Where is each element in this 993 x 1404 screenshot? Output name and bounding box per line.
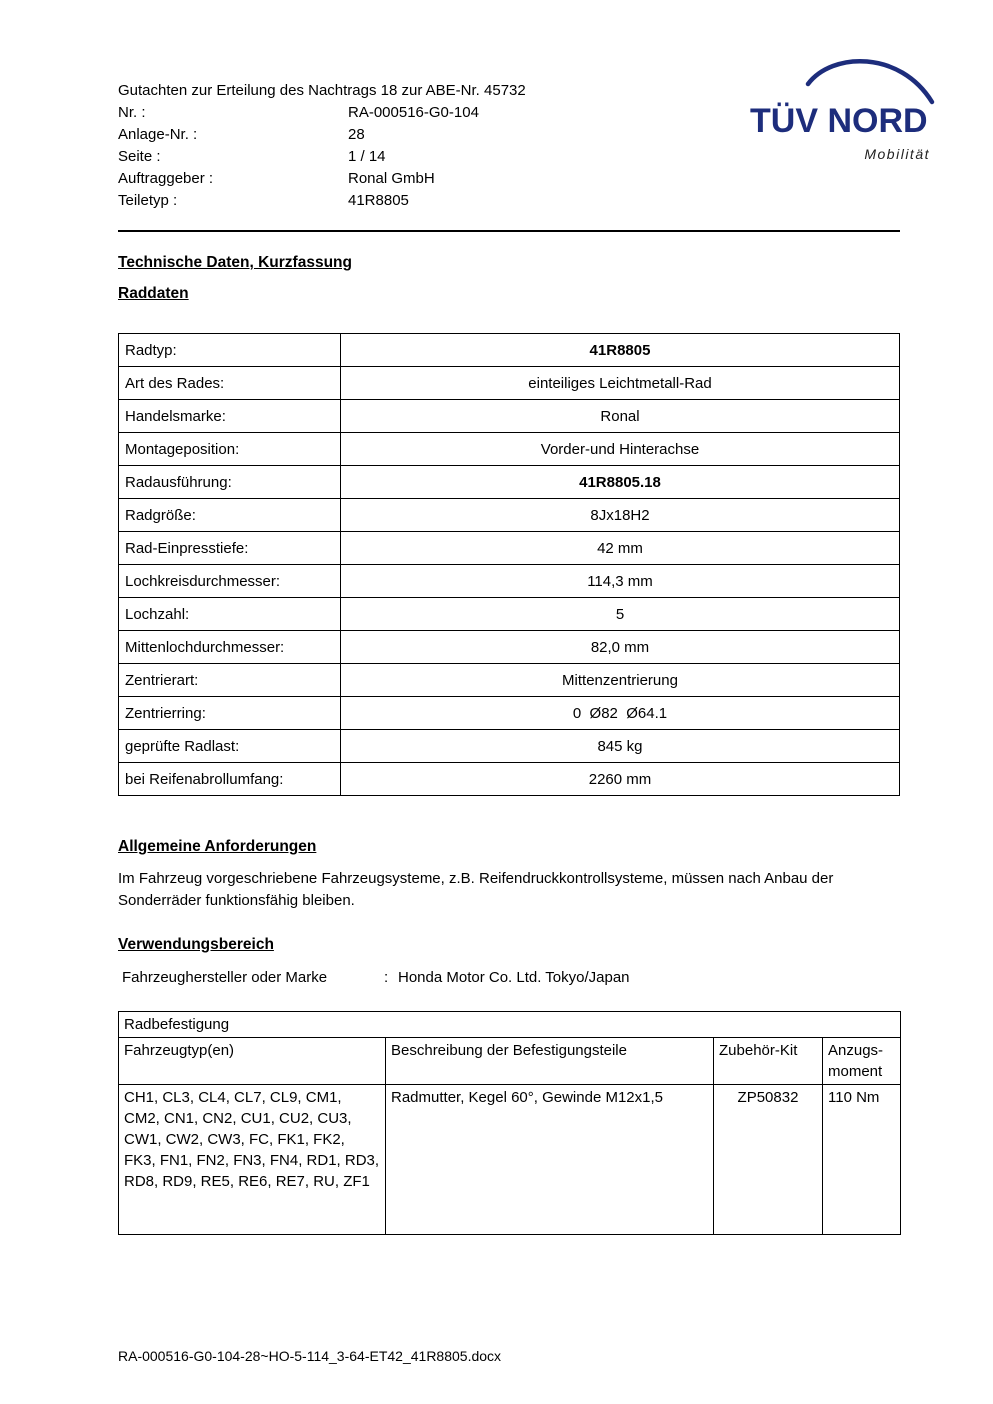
cell-value: 41R8805 <box>341 334 900 367</box>
allgemeine-anforderungen-text: Im Fahrzeug vorgeschriebene Fahrzeugsysteme, z.B. Reifendruckkontrollsysteme, müssen nach Anbau der Sonderräder funktionsfähig bleiben. <box>118 870 834 909</box>
table-title-row <box>119 1012 901 1038</box>
table-row <box>119 400 900 433</box>
cell-label: Zentrierart: <box>119 664 341 697</box>
cell-label: Radgröße: <box>119 499 341 532</box>
cell-value: Ronal <box>341 400 900 433</box>
cell-value: Vorder-und Hinterachse <box>341 433 900 466</box>
footer-filename: RA-000516-G0-104-28~HO-5-114_3-64-ET42_41R8805.docx <box>118 1348 502 1364</box>
cell-value: 8Jx18H2 <box>341 499 900 532</box>
header-field-value: 41R8805 <box>348 192 409 209</box>
table-row <box>119 697 900 730</box>
header-field-label: Teiletyp : <box>118 192 178 209</box>
column-header-zubehoer-kit: Zubehör-Kit <box>714 1038 823 1085</box>
column-header-fahrzeugtyp: Fahrzeugtyp(en) <box>119 1038 386 1085</box>
table-row <box>119 334 900 367</box>
cell-fahrzeugtypen: CH1, CL3, CL4, CL7, CL9, CM1, CM2, CN1, CN2, CU1, CU2, CU3, CW1, CW2, CW3, FC, FK1, FK2, FK3, FN1, FN2, FN3, FN4, RD1, RD3, RD8, RD9, RE5, RE6, RE7, RU, ZF1 <box>119 1085 386 1235</box>
table-row <box>119 631 900 664</box>
header-field-value: Ronal GmbH <box>348 170 435 187</box>
cell-value: 0 Ø82 Ø64.1 <box>341 697 900 730</box>
column-header-anzugsmoment: Anzugs-moment <box>823 1038 901 1085</box>
cell-anzugsmoment: 110 Nm <box>823 1085 901 1235</box>
fahrzeughersteller-value: Honda Motor Co. Ltd. Tokyo/Japan <box>398 969 630 986</box>
header-field-value: 1 / 14 <box>348 148 386 165</box>
table-row <box>119 367 900 400</box>
table-row <box>119 466 900 499</box>
table-row <box>119 532 900 565</box>
cell-label: geprüfte Radlast: <box>119 730 341 763</box>
cell-label: Radausführung: <box>119 466 341 499</box>
cell-label: Art des Rades: <box>119 367 341 400</box>
cell-zubehoer-kit: ZP50832 <box>714 1085 823 1235</box>
table-row <box>119 1085 901 1235</box>
header-divider <box>118 230 900 232</box>
table-header-row <box>119 1038 901 1085</box>
radbefestigung-table <box>118 1011 901 1235</box>
cell-label: Zentrierring: <box>119 697 341 730</box>
logo-graphic <box>748 50 948 150</box>
header-field-label: Anlage-Nr. : <box>118 126 198 143</box>
cell-value: 5 <box>341 598 900 631</box>
table-row <box>119 598 900 631</box>
cell-value: 845 kg <box>341 730 900 763</box>
section-heading-allgemeine-anforderungen: Allgemeine Anforderungen <box>118 838 317 855</box>
cell-label: Lochkreisdurchmesser: <box>119 565 341 598</box>
cell-value: Mittenzentrierung <box>341 664 900 697</box>
section-heading-verwendungsbereich: Verwendungsbereich <box>118 936 274 953</box>
cell-label: Lochzahl: <box>119 598 341 631</box>
cell-value: einteiliges Leichtmetall-Rad <box>341 367 900 400</box>
cell-label: Handelsmarke: <box>119 400 341 433</box>
header-field-label: Seite : <box>118 148 161 165</box>
fahrzeughersteller-separator: : <box>384 969 389 986</box>
section-heading-raddaten: Raddaten <box>118 285 189 302</box>
table-row <box>119 664 900 697</box>
table-row <box>119 565 900 598</box>
fahrzeughersteller-line <box>118 967 900 989</box>
cell-value: 2260 mm <box>341 763 900 796</box>
cell-value: 41R8805.18 <box>341 466 900 499</box>
header-field-label: Auftraggeber : <box>118 170 214 187</box>
cell-label: Rad-Einpresstiefe: <box>119 532 341 565</box>
tuv-nord-logo <box>748 50 948 162</box>
logo-swoosh-icon <box>808 61 932 102</box>
cell-value: 82,0 mm <box>341 631 900 664</box>
logo-wordmark: TÜV NORD <box>750 102 928 140</box>
section-heading-technische-daten: Technische Daten, Kurzfassung <box>118 254 352 271</box>
column-header-beschreibung: Beschreibung der Befestigungsteile <box>386 1038 714 1085</box>
cell-label: Montageposition: <box>119 433 341 466</box>
cell-label: bei Reifenabrollumfang: <box>119 763 341 796</box>
header-field-value: 28 <box>348 126 365 143</box>
cell-label: Radtyp: <box>119 334 341 367</box>
table-row <box>119 499 900 532</box>
header-field-value: RA-000516-G0-104 <box>348 104 479 121</box>
table-row <box>119 730 900 763</box>
table-row <box>119 763 900 796</box>
document-title: Gutachten zur Erteilung des Nachtrags 18 zur ABE-Nr. 45732 <box>118 82 526 99</box>
table-row <box>119 433 900 466</box>
cell-label: Mittenlochdurchmesser: <box>119 631 341 664</box>
radbefestigung-title: Radbefestigung <box>119 1012 901 1038</box>
header-field-label: Nr. : <box>118 104 146 121</box>
cell-value: 114,3 mm <box>341 565 900 598</box>
raddaten-table <box>118 333 900 796</box>
logo-tagline: Mobilität <box>864 146 930 162</box>
fahrzeughersteller-label: Fahrzeughersteller oder Marke <box>122 969 328 986</box>
cell-beschreibung: Radmutter, Kegel 60°, Gewinde M12x1,5 <box>386 1085 714 1235</box>
cell-value: 42 mm <box>341 532 900 565</box>
